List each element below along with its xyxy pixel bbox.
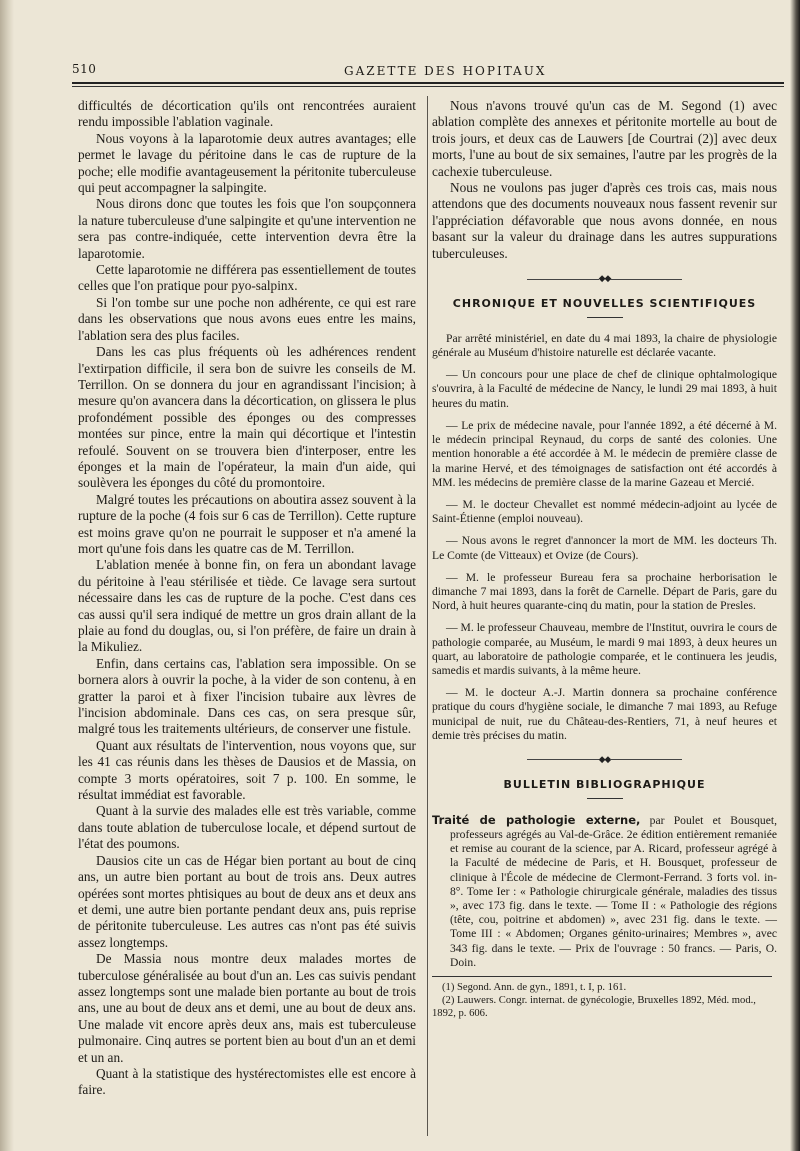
news-item: Par arrêté ministériel, en date du 4 mai 1893, la chaire de physiologie générale au Muséum d'histoire naturelle est déclarée vacante. bbox=[432, 331, 777, 360]
footnote-rule bbox=[432, 976, 772, 977]
news-item: — M. le docteur Chevallet est nommé médecin-adjoint au lycée de Saint-Étienne (emploi nouveau). bbox=[432, 497, 777, 526]
paragraph: Enfin, dans certains cas, l'ablation sera impossible. On se bornera alors à ouvrir la poche, à la vider de son contenu, à en gratter la paroi et à fixer l'incision tubaire aux lèvres de l'incision abdominale. Dans ces cas, on sera presque sûr, malgré tous les traitements ultérieurs, de conserver une fistule. bbox=[78, 655, 416, 737]
news-item: — M. le professeur Chauveau, membre de l'Institut, ouvrira le cours de pathologie comparée, au Muséum, le mardi 9 mai 1893, à deux heures un quart, au laboratoire de pathologie comparée, et le continuera les jeudis, samedis et mardis suivants, à la même heure. bbox=[432, 621, 777, 677]
page-binding-edge bbox=[0, 0, 14, 1151]
paragraph: Nous ne voulons pas juger d'après ces trois cas, mais nous attendons que des documents nouveaux nous fassent revenir sur l'appréciation défavorable que nous avons donnée, en nous basant sur la valeur du drainage dans les autres suppurations tuberculeuses. bbox=[432, 180, 777, 261]
section-ornament: ◆◆ bbox=[432, 751, 777, 767]
page-number: 510 bbox=[72, 62, 97, 76]
paragraph: Nous dirons donc que toutes les fois que l'on soupçonnera la nature tuberculeuse d'une salpingite et qu'une intervention ne sera pas contre-indiquée, cette intervention devra être la laparotomie. bbox=[78, 196, 416, 261]
header-rule-thick bbox=[72, 82, 784, 84]
paragraph: difficultés de décortication qu'ils ont rencontrées auraient rendu impossible l'ablation vaginale. bbox=[78, 98, 416, 130]
right-column bbox=[432, 98, 777, 1020]
heading-rule bbox=[587, 317, 623, 318]
news-item: — M. le professeur Bureau fera sa prochaine herborisation le dimanche 7 mai 1893, dans la forêt de Carnelle. Départ de Paris, gare du Nord, à huit heures quarante-cinq du matin, pour la station de Presles. bbox=[432, 570, 777, 613]
footnote: (2) Lauwers. Congr. internat. de gynécologie, Bruxelles 1892, Méd. mod., 1892, p. 606. bbox=[432, 995, 756, 1019]
news-item: — Le prix de médecine navale, pour l'année 1892, a été décerné à M. le médecin principal Reynaud, du corps de santé des colonies. Une mention honorable a été accordée à M. le médecin de première classe de la marine Hervé, et des témoignages de satisfaction ont été accordés à MM. les médecins de première classe de la marine Gazeau et Mercié. bbox=[432, 418, 777, 489]
paragraph: De Massia nous montre deux malades mortes de tuberculose généralisée au bout d'un an. Les cas suivis pendant assez longtemps sont une malade bien portante au bout de trois ans, une au bout de deux ans et demi, une au bout de deux ans. Une malade vit encore après deux ans, mais est tuberculeuse pulmonaire. Cinq autres se portent bien au bout d'un an et demi et un an. bbox=[78, 951, 416, 1065]
footnote: (1) Segond. Ann. de gyn., 1891, t. I, p. 161. bbox=[442, 982, 627, 993]
bulletin-heading: BULLETIN BIBLIOGRAPHIQUE bbox=[503, 778, 706, 792]
paragraph: Nous voyons à la laparotomie deux autres avantages; elle permet le lavage du péritoine dans le cas de rupture de la poche; elle modifie avantageusement la péritonite tuberculeuse qui peut accompagner la salpingite. bbox=[78, 130, 416, 196]
paragraph: Cette laparotomie ne différera pas essentiellement de toutes celles que l'on pratique pour pyo-salpinx. bbox=[78, 262, 416, 294]
news-item: — Nous avons le regret d'annoncer la mort de MM. les docteurs Th. Le Comte (de Vitteaux) et Ovize (de Cours). bbox=[432, 534, 777, 562]
page-right-shadow bbox=[790, 0, 800, 1151]
paragraph: Nous n'avons trouvé qu'un cas de M. Segond (1) avec ablation complète des annexes et péritonite mortelle au bout de trois jours, et deux cas de Lauwers [de Courtrai (2)] avec deux morts, l'une au bout de six semaines, l'autre par les progrès de la cachexie tuberculeuse. bbox=[432, 98, 777, 179]
paragraph: Quant à la survie des malades elle est très variable, comme dans toute ablation de tuberculose locale, et dépend surtout de l'état des poumons. bbox=[78, 803, 416, 852]
column-divider bbox=[427, 96, 428, 1136]
footnotes bbox=[432, 981, 777, 1020]
bibliography-entry bbox=[432, 813, 777, 970]
paragraph: L'ablation menée à bonne fin, on fera un abondant lavage du péritoine à l'eau stérilisée et tiède. Ce lavage sera surtout nécessaire dans les cas de rupture de la poche. C'est dans ces cas aussi qu'il sera indiqué de mettre un gros drain allant de la plaie au fond du douglas, ou, si l'on préfère, de faire un drain à la Mikuliez. bbox=[78, 557, 416, 655]
paragraph: Dans les cas plus fréquents où les adhérences rendent l'extirpation difficile, il sera bon de suivre les conseils de M. Terrillon. On se donnera du jour en agrandissant l'incision; à mesure qu'on avancera dans la décortication, on glissera le plus profondément possible des éponges ou des compresses montées sur pince, entre la main qui décortique et l'intestin refoulé. Souvent on se trouvera bien d'interposer, entre les éponges et la main de l'opérateur, la main d'un aide, qui soulèvera les éponges du côté du promontoire. bbox=[78, 344, 416, 491]
left-column bbox=[78, 98, 416, 1099]
news-item: — M. le docteur A.-J. Martin donnera sa prochaine conférence pratique du cours d'hygiène sociale, le dimanche 7 mai 1893, au Refuge municipal de nuit, rue du Château-des-Rentiers, 71, à neuf heures et demie très précises du matin. bbox=[432, 686, 777, 742]
book-title: Traité de pathologie externe, bbox=[432, 812, 641, 827]
paragraph: Malgré toutes les précautions on aboutira assez souvent à la rupture de la poche (4 fois sur 6 cas de Terrillon). Cette rupture est moins grave qu'on ne pourrait le supposer et n'a amené la mort qu'une fois dans les quatre cas de M. Terrillon. bbox=[78, 491, 416, 556]
section-ornament: ◆◆ bbox=[432, 270, 777, 286]
paragraph: Si l'on tombe sur une poche non adhérente, ce qui est rare dans les observations que nous avons eues entre les mains, l'ablation sera des plus faciles. bbox=[78, 294, 416, 343]
paragraph: Dausios cite un cas de Hégar bien portant au bout de cinq ans, un autre bien portant au bout de trois ans. Deux autres opérées sont mortes phtisiques au bout de deux ans et deux ans et demi, une autre bien portante pendant deux ans, puis reprise de péritonite tuberculeuse. Les autres cas n'ont pas été suivis assez longtemps. bbox=[78, 852, 416, 950]
chronique-heading: CHRONIQUE ET NOUVELLES SCIENTIFIQUES bbox=[452, 297, 757, 311]
book-description: par Poulet et Bousquet, professeurs agrégés au Val-de-Grâce. 2e édition entièrement remaniée et remise au courant de la science, par A. Ricard, professeur agrégé à la Faculté de médecine de Paris, et H. Bousquet, professeur de clinique à l'École de médecine de Clermont-Ferrand. 3 forts vol. in-8°. Tome Ier : « Pathologie chirurgicale générale, maladies des tissus », avec 173 fig. dans le texte. — Tome II : « Pathologie des régions (tête, cou, poitrine et abdomen) », avec 231 fig. dans le texte. — Tome III : « Abdomen; Organes génito-urinaires; Membres », avec 343 fig. dans le texte. — Prix de l'ouvrage : 50 francs. — Paris, O. Doin. bbox=[450, 813, 777, 969]
chronique-items bbox=[432, 332, 777, 743]
heading-rule bbox=[587, 798, 623, 799]
paragraph: Quant aux résultats de l'intervention, nous voyons que, sur les 41 cas réunis dans les thèses de Dausios et de Massia, on compte 3 morts opératoires, soit 7 p. 100. En somme, le résultat immédiat est favorable. bbox=[78, 737, 416, 803]
paragraph: Quant à la statistique des hystérectomistes elle est encore à faire. bbox=[78, 1065, 416, 1098]
header-rule-thin bbox=[72, 86, 784, 87]
news-item: — Un concours pour une place de chef de clinique ophtalmologique s'ouvrira, à la Faculté de médecine de Nancy, le lundi 29 mai 1893, à huit heures du matin. bbox=[432, 368, 777, 410]
running-title: GAZETTE DES HOPITAUX bbox=[344, 64, 547, 78]
